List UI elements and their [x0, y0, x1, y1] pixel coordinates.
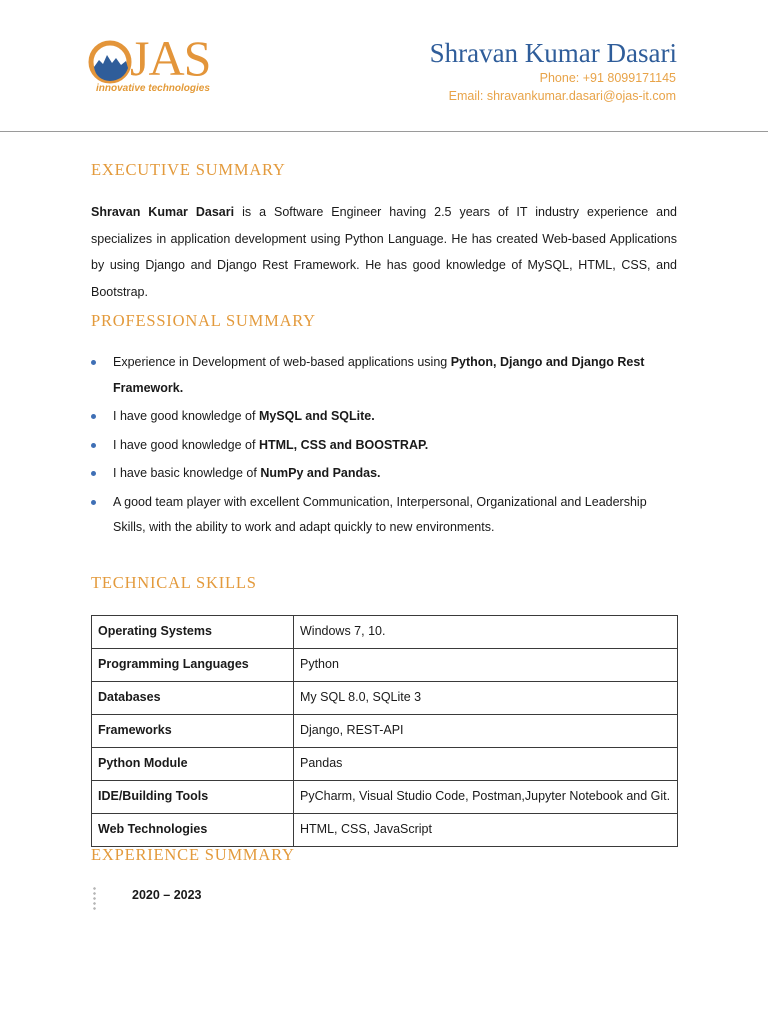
timeline-dots-icon [93, 886, 96, 912]
table-row: Web Technologies HTML, CSS, JavaScript [92, 814, 678, 847]
table-row: Databases My SQL 8.0, SQLite 3 [92, 682, 678, 715]
header-divider [0, 131, 768, 132]
bullet-icon [91, 360, 96, 365]
globe-icon [88, 40, 132, 84]
candidate-name: Shravan Kumar Dasari [429, 38, 677, 68]
experience-period: 2020 – 2023 [132, 888, 202, 902]
executive-summary-body: is a Software Engineer having 2.5 years of IT industry experience and specializes in application development using Python Language. He has created Web-based Applications by using Django and Django Rest Framework. He has good knowledge of MySQL, HTML, CSS, and Bootstrap. [91, 205, 677, 299]
table-row: Frameworks Django, REST-API [92, 715, 678, 748]
company-logo [88, 30, 218, 98]
technical-skills-table [91, 615, 678, 847]
technical-skills-title: TECHNICAL SKILLS [91, 573, 257, 592]
bullet-icon [91, 443, 96, 448]
executive-summary-text [91, 199, 677, 305]
bullet-icon [91, 471, 96, 476]
table-row: IDE/Building Tools PyCharm, Visual Studio Code, Postman,Jupyter Notebook and Git. [92, 781, 678, 814]
experience-summary-title: EXPERIENCE SUMMARY [91, 845, 295, 864]
list-item: A good team player with excellent Communication, Interpersonal, Organizational and Leadership Skills, with the ability to work and adapt quickly to new environments. [91, 490, 677, 541]
list-item: I have good knowledge of MySQL and SQLite. [91, 404, 677, 430]
table-row: Programming Languages Python [92, 649, 678, 682]
table-row: Operating Systems Windows 7, 10. [92, 616, 678, 649]
professional-summary-list [91, 350, 677, 544]
professional-summary-title: PROFESSIONAL SUMMARY [91, 311, 316, 330]
logo-tagline: innovative technologies [96, 83, 210, 94]
list-item: Experience in Development of web-based applications using Python, Django and Django Rest Framework. [91, 350, 677, 401]
bullet-icon [91, 414, 96, 419]
table-row: Python Module Pandas [92, 748, 678, 781]
logo-wordmark: JAS [130, 30, 211, 86]
list-item: I have basic knowledge of NumPy and Pandas. [91, 461, 677, 487]
list-item: I have good knowledge of HTML, CSS and BOOSTRAP. [91, 433, 677, 459]
resume-header [0, 0, 768, 132]
bullet-icon [91, 500, 96, 505]
executive-summary-title: EXECUTIVE SUMMARY [91, 160, 286, 179]
executive-summary-name: Shravan Kumar Dasari [91, 205, 235, 219]
email-address[interactable]: Email: shravankumar.dasari@ojas-it.com [448, 89, 676, 103]
phone-number[interactable]: Phone: +91 8099171145 [539, 71, 676, 85]
